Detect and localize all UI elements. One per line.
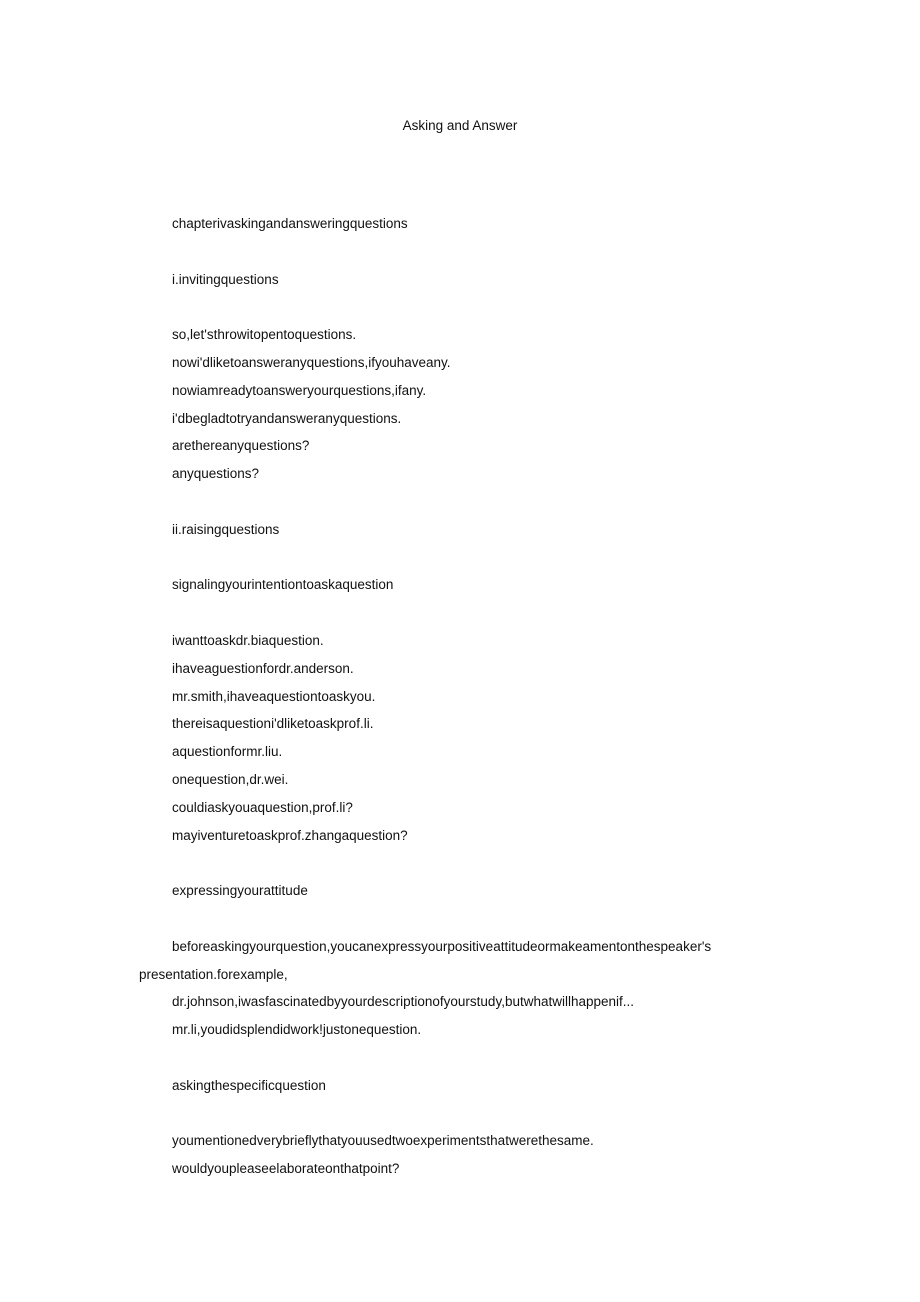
chapter-heading: chapterivaskingandansweringquestions xyxy=(172,216,408,231)
text-line: nowiamreadytoansweryourquestions,ifany. xyxy=(172,382,427,398)
subsection-heading: expressingyourattitude xyxy=(172,883,308,899)
text-line: dr.johnson,iwasfascinatedbyyourdescriptionofyourstudy,butwhatwillhappenif... xyxy=(172,994,635,1010)
text-line: nowi'dliketoansweranyquestions,ifyouhaveany. xyxy=(172,354,451,370)
text-line: couldiaskyouaquestion,prof.li? xyxy=(172,799,353,815)
text-line: youmentionedverybrieflythatyouusedtwoexperimentsthatwerethesame. xyxy=(172,1133,594,1149)
section-heading: ii.raisingquestions xyxy=(172,521,280,537)
text-line: mr.li,youdidsplendidwork!justonequestion. xyxy=(172,1022,422,1038)
text-line: anyquestions? xyxy=(172,466,260,482)
text-line: wouldyoupleaseelaborateonthatpoint? xyxy=(172,1161,400,1177)
section-heading: i.invitingquestions xyxy=(172,271,279,287)
paragraph-continuation: presentation.forexample, xyxy=(139,966,288,982)
text-line: i'dbegladtotryandansweranyquestions. xyxy=(172,410,402,426)
paragraph-line: beforeaskingyourquestion,youcanexpressyourpositiveattitudeormakeamentonthespeaker's xyxy=(172,938,712,954)
text-line: onequestion,dr.wei. xyxy=(172,771,289,787)
text-line: thereisaquestioni'dliketoaskprof.li. xyxy=(172,716,374,732)
subsection-heading: askingthespecificquestion xyxy=(172,1077,326,1093)
text-line: ihaveaguestionfordr.anderson. xyxy=(172,660,354,676)
document-title: Asking and Answer xyxy=(402,118,518,133)
document-body xyxy=(139,214,799,1187)
text-line: aquestionformr.liu. xyxy=(172,744,283,760)
text-line: mayiventuretoaskprof.zhangaquestion? xyxy=(172,827,408,843)
text-line: arethereanyquestions? xyxy=(172,438,310,454)
text-line: mr.smith,ihaveaquestiontoaskyou. xyxy=(172,688,376,704)
subsection-heading: signalingyourintentiontoaskaquestion xyxy=(172,577,394,593)
text-line: so,let'sthrowitopentoquestions. xyxy=(172,327,357,343)
text-line: iwanttoaskdr.biaquestion. xyxy=(172,632,324,648)
